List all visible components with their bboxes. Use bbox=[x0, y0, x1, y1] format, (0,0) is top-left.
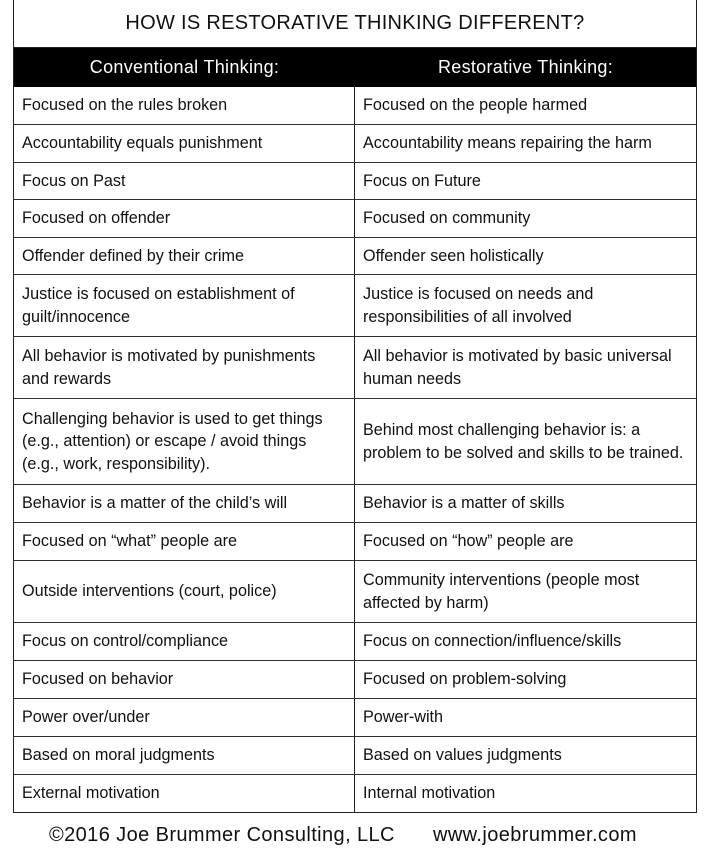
cell-conventional: All behavior is motivated by punishments and rewards bbox=[14, 337, 355, 398]
cell-restorative: Community interventions (people most affected by harm) bbox=[363, 571, 640, 612]
table-body bbox=[14, 87, 696, 813]
cell-restorative: Power-with bbox=[363, 708, 444, 727]
page-title: HOW IS RESTORATIVE THINKING DIFFERENT? bbox=[14, 0, 696, 48]
cell-restorative: Accountability means repairing the harm bbox=[363, 134, 652, 153]
cell-conventional: Accountability equals punishment bbox=[14, 125, 355, 162]
cell-restorative: Focused on problem-solving bbox=[363, 670, 567, 689]
cell-conventional: Focused on the rules broken bbox=[14, 87, 355, 124]
cell-conventional: Focused on behavior bbox=[14, 661, 355, 698]
cell-conventional: Justice is focused on establishment of guilt/innocence bbox=[14, 275, 355, 336]
cell-conventional: Focused on offender bbox=[14, 200, 355, 237]
table-row bbox=[14, 661, 696, 699]
cell-conventional: Focused on “what” people are bbox=[14, 523, 355, 560]
table-row bbox=[14, 275, 696, 337]
cell-restorative: Justice is focused on needs and responsibilities of all involved bbox=[363, 285, 594, 326]
website-text: www.joebrummer.com bbox=[433, 823, 637, 846]
table-row bbox=[14, 699, 696, 737]
cell-conventional: External motivation bbox=[14, 775, 355, 812]
cell-conventional: Offender defined by their crime bbox=[14, 238, 355, 274]
cell-restorative: Focus on Future bbox=[363, 171, 481, 190]
cell-restorative: Focused on the people harmed bbox=[363, 96, 588, 115]
cell-conventional: Behavior is a matter of the child’s will bbox=[14, 485, 355, 522]
table-row bbox=[14, 485, 696, 523]
cell-restorative: Based on values judgments bbox=[363, 746, 562, 765]
table-row bbox=[14, 163, 696, 200]
table-row bbox=[14, 238, 696, 275]
cell-conventional: Based on moral judgments bbox=[14, 737, 355, 774]
cell-conventional: Focus on control/compliance bbox=[14, 623, 355, 660]
table-row bbox=[14, 399, 696, 485]
table-row bbox=[14, 125, 696, 163]
cell-restorative: Behind most challenging behavior is: a problem to be solved and skills to be trained. bbox=[363, 421, 684, 462]
table-header bbox=[14, 48, 696, 87]
cell-conventional: Power over/under bbox=[14, 699, 355, 736]
comparison-table bbox=[13, 0, 697, 813]
cell-restorative: Focus on connection/influence/skills bbox=[363, 632, 622, 651]
table-row bbox=[14, 87, 696, 125]
cell-restorative: Focused on “how” people are bbox=[363, 532, 574, 551]
cell-restorative: Focused on community bbox=[363, 209, 531, 228]
cell-conventional: Challenging behavior is used to get things (e.g., attention) or escape / avoid things (e.g., work, responsibility). bbox=[14, 399, 355, 484]
cell-restorative: Behavior is a matter of skills bbox=[363, 494, 565, 513]
cell-restorative: Internal motivation bbox=[363, 784, 496, 803]
footer bbox=[0, 818, 720, 852]
copyright-text: ©2016 Joe Brummer Consulting, LLC bbox=[49, 823, 395, 846]
cell-restorative: Offender seen holistically bbox=[363, 246, 544, 265]
table-row bbox=[14, 737, 696, 775]
table-row bbox=[14, 623, 696, 661]
header-restorative: Restorative Thinking: bbox=[437, 57, 614, 77]
cell-conventional: Focus on Past bbox=[14, 163, 355, 199]
table-row bbox=[14, 775, 696, 813]
table-row bbox=[14, 523, 696, 561]
table-row bbox=[14, 561, 696, 623]
cell-conventional: Outside interventions (court, police) bbox=[14, 561, 355, 622]
table-row bbox=[14, 337, 696, 399]
table-row bbox=[14, 200, 696, 238]
header-conventional: Conventional Thinking: bbox=[89, 57, 280, 77]
cell-restorative: All behavior is motivated by basic universal human needs bbox=[363, 347, 672, 388]
